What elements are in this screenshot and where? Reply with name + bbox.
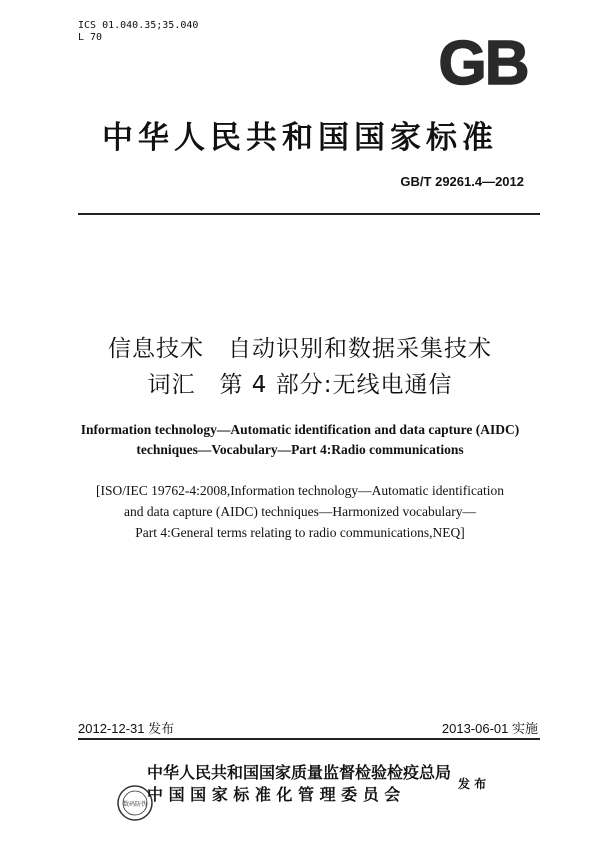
issuer-aqsiq: 中华人民共和国国家质量监督检验检疫总局 bbox=[147, 763, 452, 782]
iso-reference-line1: [ISO/IEC 19762-4:2008,Information technology—Automatic identification bbox=[96, 483, 504, 498]
cn-title-line1: 信息技术 自动识别和数据采集技术 bbox=[108, 336, 492, 362]
iso-reference-line3: Part 4:General terms relating to radio communications,NEQ] bbox=[135, 525, 465, 540]
en-title-line2: techniques—Vocabulary—Part 4:Radio communications bbox=[136, 442, 464, 457]
footer-divider bbox=[78, 738, 540, 740]
seal-text: 数码防伪 bbox=[122, 801, 148, 808]
issuer-sac: 中 国 国 家 标 准 化 管 理 委 员 会 bbox=[147, 785, 401, 804]
implement-date: 2013-06-01 实施 bbox=[441, 721, 538, 736]
release-label: 发 布 bbox=[458, 777, 487, 791]
issue-date: 2012-12-31 发布 bbox=[78, 721, 175, 736]
ics-code: ICS 01.040.35;35.040 bbox=[78, 20, 199, 31]
en-title-line1: Information technology—Automatic identification and data capture (AIDC) bbox=[80, 422, 520, 437]
iso-reference bbox=[40, 480, 560, 543]
gb-logo-text: GB bbox=[438, 30, 528, 92]
cn-title-line2: 词汇 第 4 部分:无线电通信 bbox=[147, 372, 453, 398]
country-title: 中华人民共和国国家标准 bbox=[102, 120, 498, 156]
standard-number: GB/T 29261.4—2012 bbox=[400, 174, 524, 189]
classification-codes bbox=[78, 20, 198, 44]
en-title bbox=[40, 420, 560, 460]
header-divider bbox=[78, 213, 540, 215]
iso-reference-line2: and data capture (AIDC) techniques—Harmonized vocabulary— bbox=[124, 504, 476, 519]
ccs-code: L 70 bbox=[78, 32, 103, 43]
gb-logo bbox=[428, 30, 538, 92]
